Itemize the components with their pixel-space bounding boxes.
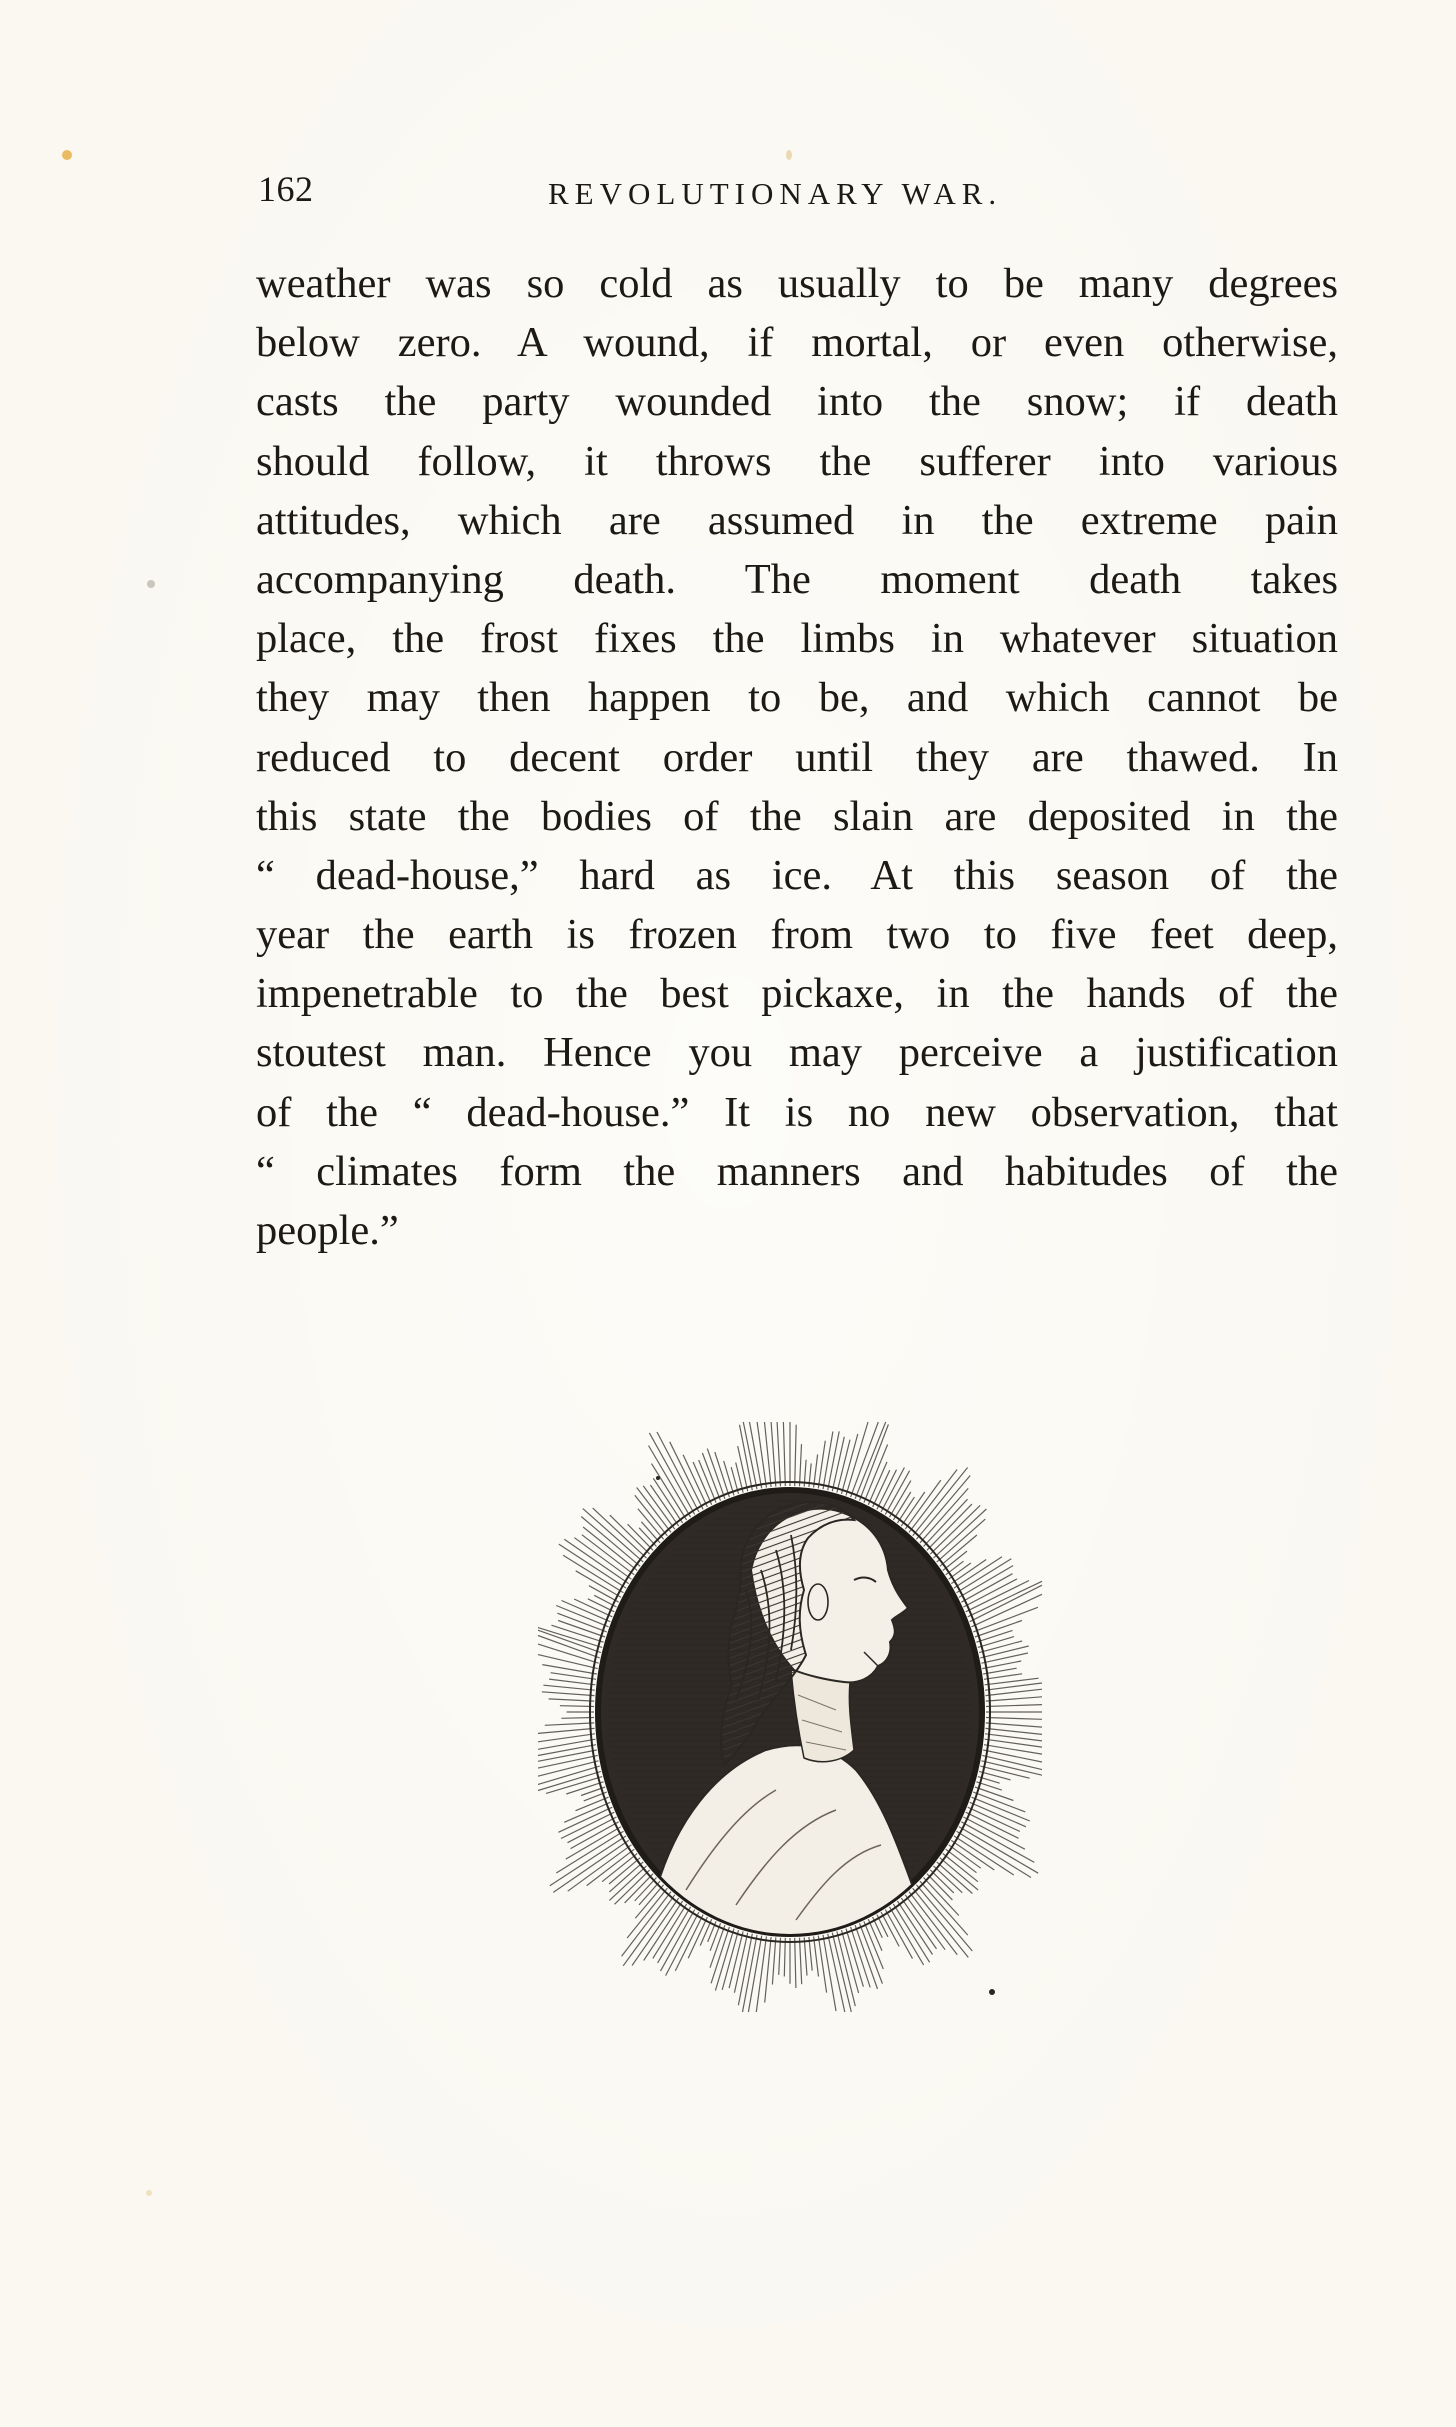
border-ray bbox=[975, 1787, 1014, 1801]
border-ray bbox=[909, 1470, 957, 1533]
paper-speck bbox=[786, 150, 792, 160]
text-line: “ climates form the manners and habitudes of the bbox=[256, 1147, 1338, 1195]
border-ray bbox=[924, 1878, 959, 1916]
border-ray bbox=[981, 1653, 1028, 1663]
border-ray bbox=[609, 1862, 643, 1892]
portrait-vignette bbox=[536, 1420, 1044, 2014]
border-ray bbox=[558, 1807, 612, 1832]
border-ray bbox=[628, 1524, 654, 1550]
border-ray bbox=[638, 1509, 664, 1540]
text-line: reduced to decent order until they are thawed. In bbox=[256, 733, 1338, 781]
border-ray bbox=[860, 1923, 883, 1983]
text-line: impenetrable to the best pickaxe, in the hands of the bbox=[256, 970, 1338, 1018]
border-ray bbox=[777, 1422, 780, 1486]
border-ray bbox=[771, 1422, 776, 1487]
text-line: casts the party wounded into the snow; if death bbox=[256, 378, 1338, 426]
border-ray bbox=[538, 1745, 596, 1756]
border-ray bbox=[881, 1468, 904, 1512]
border-ray bbox=[966, 1812, 1019, 1838]
border-ray bbox=[568, 1817, 617, 1843]
border-ray bbox=[885, 1471, 909, 1515]
border-ray bbox=[943, 1854, 978, 1882]
border-ray bbox=[750, 1422, 762, 1488]
border-ray bbox=[985, 1678, 1039, 1685]
border-ray bbox=[901, 1898, 936, 1949]
page-number: 162 bbox=[258, 169, 314, 209]
border-ray bbox=[653, 1904, 687, 1958]
border-ray bbox=[637, 1488, 671, 1533]
border-ray bbox=[658, 1907, 691, 1963]
text-line: “ dead-house,” hard as ice. At this season of the bbox=[256, 851, 1338, 899]
border-ray bbox=[889, 1481, 911, 1518]
border-ray bbox=[538, 1728, 595, 1733]
border-ray bbox=[927, 1874, 953, 1900]
border-ray bbox=[901, 1492, 925, 1526]
border-ray bbox=[814, 1936, 819, 1976]
border-ray bbox=[795, 1938, 796, 1988]
border-ray bbox=[550, 1836, 626, 1886]
border-ray bbox=[583, 1509, 644, 1563]
border-ray bbox=[587, 1849, 635, 1885]
text-line: attitudes, which are assumed in the extreme pain bbox=[256, 496, 1338, 544]
border-ray bbox=[980, 1646, 1028, 1658]
border-ray bbox=[970, 1802, 1026, 1827]
border-ray bbox=[783, 1422, 785, 1486]
border-ray bbox=[551, 1673, 597, 1680]
border-ray bbox=[968, 1807, 1020, 1831]
border-ray bbox=[571, 1822, 619, 1849]
border-ray bbox=[868, 1919, 882, 1951]
border-ray bbox=[823, 1935, 836, 2011]
text-line: place, the frost fixes the limbs in whatever situation bbox=[256, 615, 1338, 663]
border-ray bbox=[809, 1937, 812, 1971]
border-ray bbox=[976, 1630, 1012, 1642]
border-ray bbox=[804, 1937, 807, 1975]
border-ray bbox=[949, 1845, 981, 1868]
running-head: REVOLUTIONARY WAR. bbox=[548, 176, 1003, 211]
body-text bbox=[256, 254, 1338, 1260]
paper-speck bbox=[62, 150, 72, 160]
border-ray bbox=[545, 1723, 594, 1725]
border-ray bbox=[986, 1723, 1042, 1727]
border-ray bbox=[609, 1858, 640, 1884]
border-ray bbox=[957, 1559, 1012, 1593]
border-ray bbox=[632, 1898, 679, 1966]
border-ray bbox=[675, 1915, 703, 1971]
border-ray bbox=[566, 1782, 603, 1794]
border-ray bbox=[625, 1874, 654, 1903]
border-ray bbox=[538, 1750, 597, 1761]
text-line: year the earth is frozen from two to five feet deep, bbox=[256, 911, 1338, 959]
border-ray bbox=[818, 1936, 826, 1993]
text-line: they may then happen to be, and which cannot be bbox=[256, 674, 1338, 722]
border-ray bbox=[984, 1674, 1022, 1680]
border-ray bbox=[986, 1728, 1043, 1734]
border-ray bbox=[980, 1766, 1029, 1778]
border-ray bbox=[909, 1892, 957, 1955]
border-ray bbox=[576, 1571, 621, 1598]
border-ray bbox=[560, 1706, 594, 1707]
border-ray bbox=[982, 1755, 1042, 1769]
text-line: accompanying death. The moment death takes bbox=[256, 555, 1338, 603]
border-ray bbox=[951, 1560, 986, 1584]
border-ray bbox=[978, 1637, 1014, 1648]
border-ray bbox=[538, 1755, 598, 1768]
border-ray bbox=[795, 1425, 797, 1486]
border-ray bbox=[602, 1854, 637, 1882]
border-ray bbox=[979, 1641, 1022, 1653]
border-ray bbox=[549, 1679, 595, 1685]
border-ray bbox=[832, 1437, 844, 1492]
border-ray bbox=[986, 1697, 1042, 1701]
border-ray bbox=[561, 1812, 614, 1838]
border-ray bbox=[538, 1628, 602, 1648]
text-line: should follow, it throws the sufferer into various bbox=[256, 437, 1338, 485]
border-ray bbox=[959, 1827, 1038, 1874]
border-ray bbox=[657, 1432, 699, 1512]
border-ray bbox=[576, 1797, 609, 1811]
border-ray bbox=[738, 1446, 748, 1491]
border-ray bbox=[934, 1866, 963, 1893]
border-ray bbox=[913, 1888, 969, 1957]
text-line: stoutest man. Hence you may perceive a justification bbox=[256, 1029, 1338, 1077]
border-ray bbox=[986, 1705, 1042, 1707]
border-ray bbox=[772, 1937, 775, 1984]
border-ray bbox=[983, 1668, 1017, 1674]
border-ray bbox=[538, 1630, 601, 1652]
text-line: below zero. A wound, if mortal, or even otherwise, bbox=[256, 319, 1338, 367]
border-ray bbox=[800, 1938, 802, 1985]
border-ray bbox=[855, 1925, 877, 1989]
border-ray bbox=[622, 1892, 671, 1957]
border-ray bbox=[538, 1655, 598, 1669]
border-ray bbox=[542, 1692, 595, 1696]
text-line: of the “ dead-house.” It is no new observation, that bbox=[256, 1088, 1338, 1136]
border-ray bbox=[916, 1476, 970, 1540]
text-line: weather was so cold as usually to be many degrees bbox=[256, 260, 1338, 307]
border-ray bbox=[916, 1885, 972, 1951]
border-ray bbox=[779, 1938, 781, 1975]
border-ray bbox=[784, 1938, 785, 1977]
text-line: this state the bodies of the slain are deposited in the bbox=[256, 792, 1338, 840]
border-ray bbox=[946, 1849, 977, 1873]
border-ray bbox=[828, 1431, 840, 1490]
border-ray bbox=[972, 1797, 1030, 1821]
border-ray bbox=[549, 1699, 595, 1701]
border-ray bbox=[649, 1433, 694, 1515]
text-line: people.” bbox=[256, 1207, 399, 1254]
border-ray bbox=[985, 1734, 1042, 1741]
border-ray bbox=[823, 1432, 833, 1490]
border-ray bbox=[814, 1455, 818, 1488]
border-ray bbox=[905, 1480, 941, 1529]
border-ray bbox=[724, 1461, 734, 1495]
paper-speck bbox=[147, 580, 155, 588]
border-ray bbox=[765, 1937, 771, 2003]
border-ray bbox=[635, 1885, 663, 1919]
border-ray bbox=[543, 1685, 595, 1690]
border-ray bbox=[983, 1750, 1042, 1762]
paper-speck bbox=[146, 2190, 152, 2196]
border-ray bbox=[986, 1718, 1042, 1720]
border-ray bbox=[610, 1515, 650, 1554]
border-ray bbox=[970, 1585, 1042, 1622]
border-ray bbox=[986, 1689, 1043, 1695]
border-ray bbox=[800, 1444, 802, 1486]
border-ray bbox=[623, 1895, 675, 1966]
